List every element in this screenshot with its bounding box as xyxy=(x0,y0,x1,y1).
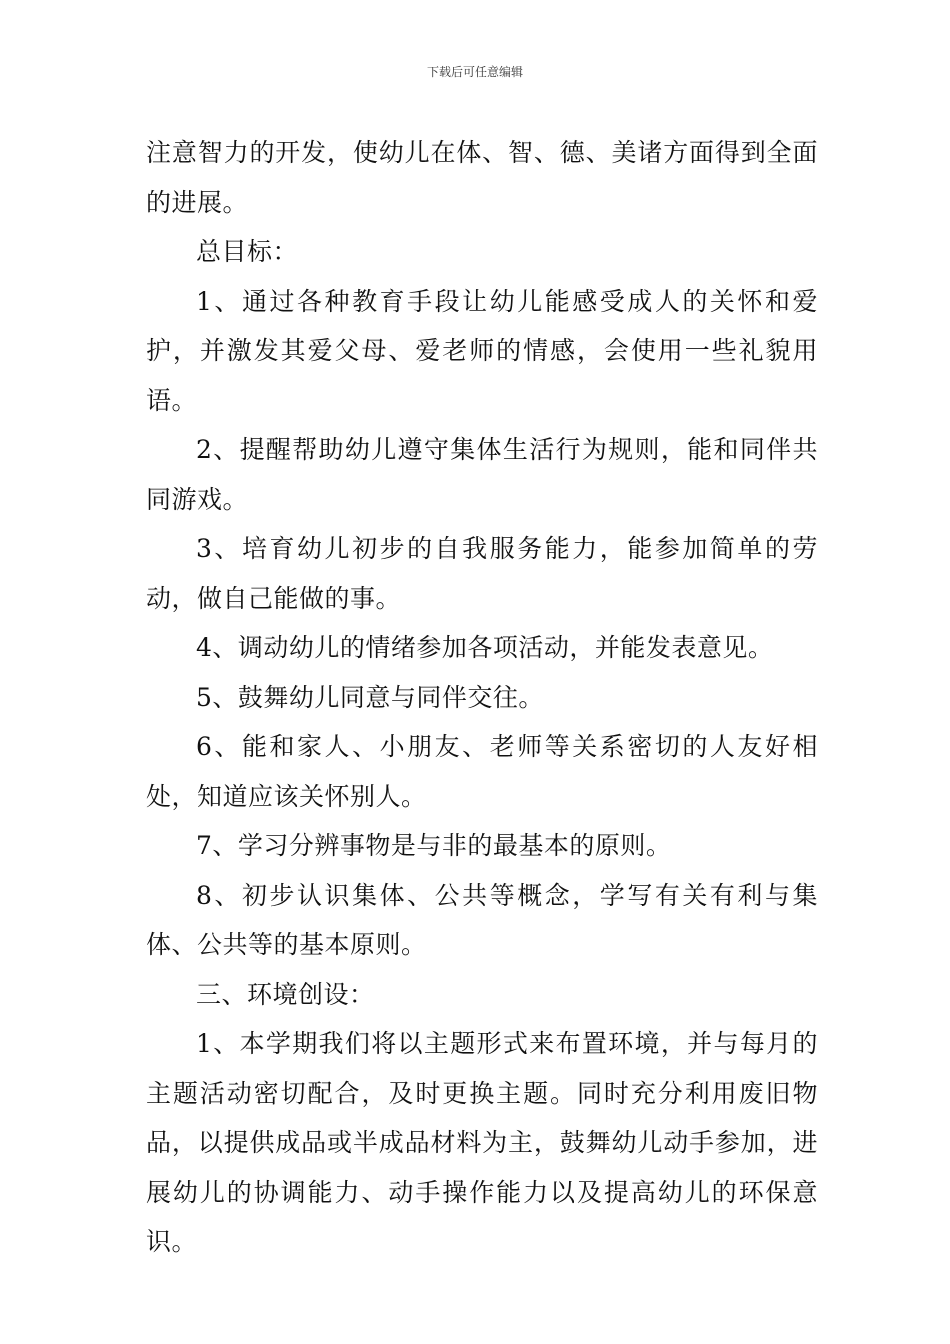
document-body xyxy=(146,128,818,1267)
paragraph-environment-1: 1、本学期我们将以主题形式来布置环境，并与每月的主题活动密切配合，及时更换主题。同时充分利用废旧物品，以提供成品或半成品材料为主，鼓舞幼儿动手参加，进展幼儿的协调能力、动手操作能力以及提高幼儿的环保意识。 xyxy=(146,1029,818,1256)
paragraph-goal-1: 1、通过各种教育手段让幼儿能感受成人的关怀和爱护，并激发其爱父母、爱老师的情感，会使用一些礼貌用语。 xyxy=(146,286,818,415)
paragraph-goal-6: 6、能和家人、小朋友、老师等关系密切的人友好相处，知道应该关怀别人。 xyxy=(146,732,818,811)
paragraph-goal-8: 8、初步认识集体、公共等概念，学写有关有利与集体、公共等的基本原则。 xyxy=(146,880,818,959)
paragraph-goal-7: 7、学习分辨事物是与非的最基本的原则。 xyxy=(196,831,672,860)
paragraph-goal-3: 3、培育幼儿初步的自我服务能力，能参加简单的劳动，做自己能做的事。 xyxy=(146,534,818,613)
paragraph-intro-continuation: 注意智力的开发，使幼儿在体、智、德、美诸方面得到全面的进展。 xyxy=(146,138,818,217)
paragraph-overall-goal-heading: 总目标： xyxy=(196,237,299,266)
paragraph-goal-4: 4、调动幼儿的情绪参加各项活动，并能发表意见。 xyxy=(196,633,774,662)
paragraph-section-three-heading: 三、环境创设： xyxy=(196,979,375,1009)
paragraph-goal-5: 5、鼓舞幼儿同意与同伴交往。 xyxy=(196,682,544,712)
page-header: 下载后可任意编辑 xyxy=(426,65,523,79)
paragraph-goal-2: 2、提醒帮助幼儿遵守集体生活行为规则，能和同伴共同游戏。 xyxy=(146,435,818,514)
